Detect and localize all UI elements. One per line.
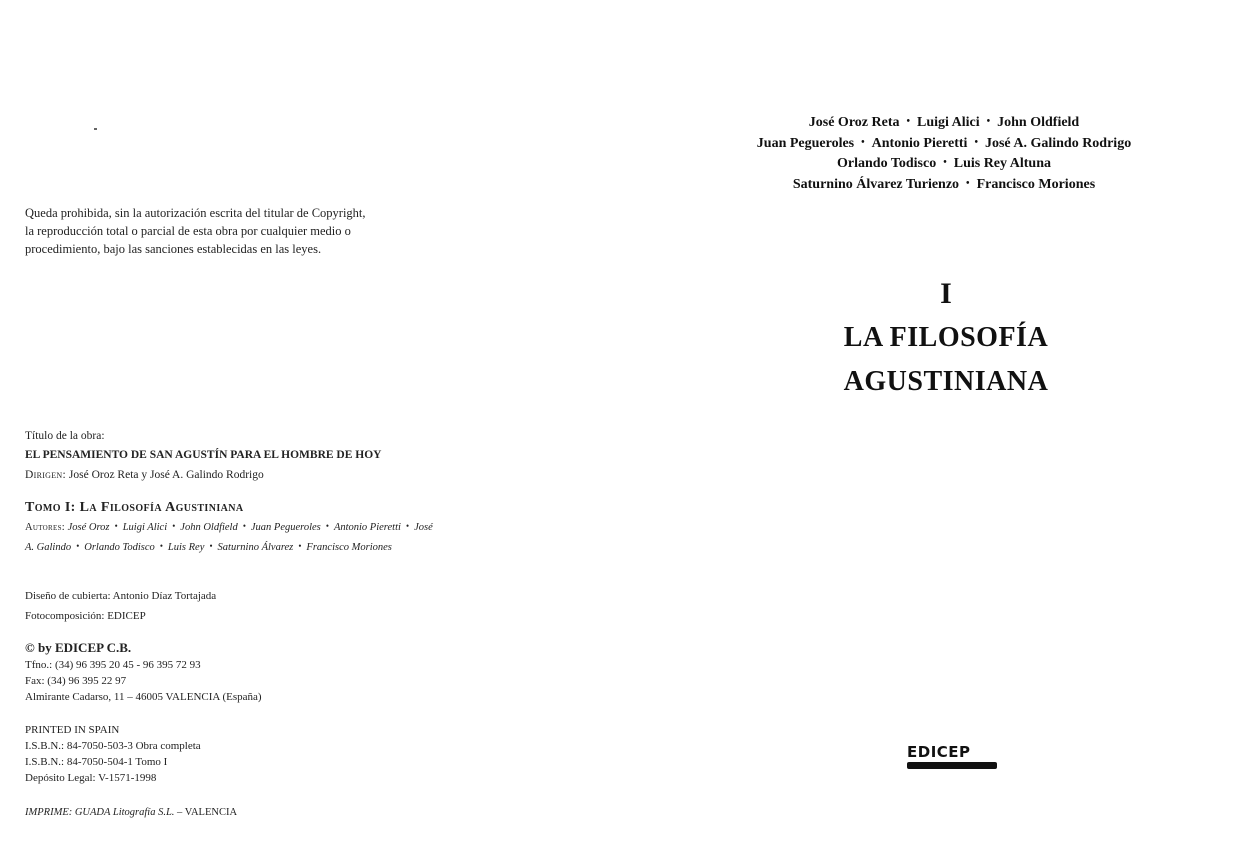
scan-speck <box>94 128 97 130</box>
author-name: Orlando Todisco <box>84 542 155 553</box>
author-name: José <box>414 522 433 533</box>
isbn-tomo: I.S.B.N.: 84-7050-504-1 Tomo I <box>25 756 168 768</box>
isbn-complete: I.S.B.N.: 84-7050-503-3 Obra completa <box>25 740 201 752</box>
author-name: Antonio Pieretti <box>333 522 401 533</box>
separator: • <box>966 177 970 189</box>
author-name: John Oldfield <box>180 522 238 533</box>
author-row <box>619 112 1238 133</box>
author-name: Luigi Alici <box>917 115 980 130</box>
author-row <box>619 133 1238 154</box>
typesetting: Fotocomposición: EDICEP <box>25 610 146 622</box>
author-name: Luis Rey Altuna <box>953 156 1051 171</box>
printer-label: IMPRIME: GUADA Litografía S.L. <box>25 807 175 818</box>
author-name: A. Galindo <box>25 542 72 553</box>
volume-number: I <box>940 277 952 310</box>
copyright-line: Queda prohibida, sin la autorización escrita del titular de Copyright, <box>25 206 366 220</box>
separator: • <box>861 136 865 148</box>
author-row <box>619 174 1238 195</box>
separator: • <box>986 116 991 127</box>
address: Almirante Cadarso, 11 – 46005 VALENCIA (España) <box>25 691 262 703</box>
author-name: Juan Pegueroles <box>250 522 321 533</box>
publisher-copyright: © by EDICEP C.B. <box>25 640 132 655</box>
separator: • <box>906 116 910 127</box>
printer-city: – VALENCIA <box>177 807 238 818</box>
publisher-logo-text: EDICEP <box>907 743 971 761</box>
work-title: EL PENSAMIENTO DE SAN AGUSTÍN PARA EL HOMBRE DE HOY <box>25 449 382 461</box>
right-page <box>619 0 1238 851</box>
authors-label: Autores: <box>25 522 65 533</box>
authors-line: A. Galindo • Orlando Todisco • Luis Rey • Saturnino Álvarez • Francisco Moriones <box>25 541 392 553</box>
author-name: Juan Pegueroles <box>756 135 855 151</box>
author-name: Antonio Pieretti <box>871 135 968 151</box>
printer-line <box>25 807 237 818</box>
fax: Fax: (34) 96 395 22 97 <box>25 675 127 687</box>
publisher-logo <box>907 745 999 775</box>
author-name: José A. Galindo Rodrigo <box>984 135 1132 151</box>
phone: Tfno.: (34) 96 395 20 45 - 96 395 72 93 <box>25 659 201 671</box>
author-name: Francisco Moriones <box>306 542 392 553</box>
book-title-line1: LA FILOSOFÍA <box>843 322 1049 353</box>
author-name: Saturnino Álvarez <box>217 542 294 553</box>
separator: • <box>943 157 947 168</box>
publisher-logo-bar <box>907 762 997 769</box>
authors-line: Autores: José Oroz • Luigi Alici • John Oldfield • Juan Pegueroles • Antonio Pieretti • José <box>25 521 433 533</box>
legal-deposit: Depósito Legal: V-1571-1998 <box>25 772 157 784</box>
tomo-title: Tomo I: La Filosofía Agustiniana <box>25 500 244 515</box>
author-name: Saturnino Álvarez Turienzo <box>792 176 960 192</box>
copyright-line: la reproducción total o parcial de esta obra por cualquier medio o <box>25 224 351 238</box>
separator: • <box>974 136 978 148</box>
printed-in: PRINTED IN SPAIN <box>25 724 120 736</box>
author-name: Luigi Alici <box>122 522 168 533</box>
author-name: Luis Rey <box>167 542 205 553</box>
work-title-label: Título de la obra: <box>25 430 105 442</box>
direction-line <box>25 469 264 481</box>
author-name: José Oroz Reta <box>808 115 900 130</box>
author-name: John Oldfield <box>997 115 1080 130</box>
author-name: Francisco Moriones <box>976 176 1096 192</box>
book-title-line2: AGUSTINIANA <box>843 366 1049 397</box>
direction-value: José Oroz Reta y José A. Galindo Rodrigo <box>68 469 264 481</box>
author-name: Orlando Todisco <box>837 156 937 171</box>
copyright-notice <box>25 204 405 258</box>
direction-label: Dirigen: <box>25 469 67 481</box>
cover-design: Diseño de cubierta: Antonio Díaz Tortajada <box>25 590 217 602</box>
author-name: José Oroz <box>67 522 110 533</box>
copyright-line: procedimiento, bajo las sanciones establecidas en las leyes. <box>25 242 322 256</box>
author-row <box>619 153 1238 174</box>
title-authors <box>619 112 1238 194</box>
